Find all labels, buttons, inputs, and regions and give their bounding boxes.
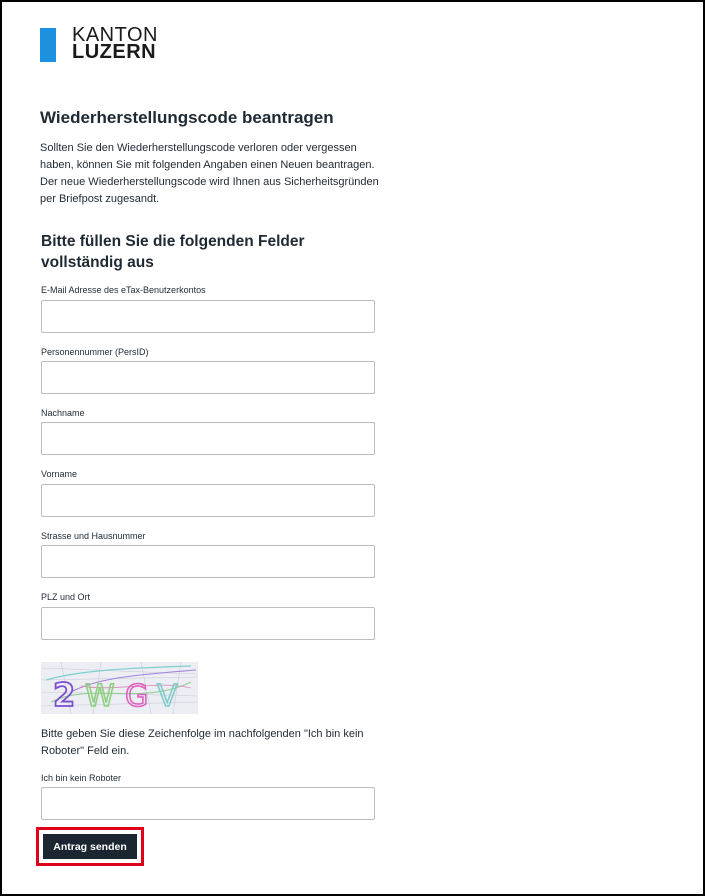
lastname-label: Nachname bbox=[41, 408, 85, 418]
logo-bar bbox=[40, 28, 56, 62]
robot-label: Ich bin kein Roboter bbox=[41, 773, 122, 783]
street-field[interactable] bbox=[41, 545, 375, 578]
captcha-char-3: G bbox=[125, 679, 149, 714]
form-heading: Bitte füllen Sie die folgenden Felder vollständig aus bbox=[41, 233, 305, 271]
persid-label: Personennummer (PersID) bbox=[41, 347, 149, 357]
submit-button[interactable]: Antrag senden bbox=[43, 834, 137, 859]
email-label: E-Mail Adresse des eTax-Benutzerkontos bbox=[41, 285, 206, 295]
street-label: Strasse und Hausnummer bbox=[41, 531, 146, 541]
captcha-hint: Bitte geben Sie diese Zeichenfolge im nachfolgenden "Ich bin kein Roboter" Feld ein. bbox=[41, 728, 364, 757]
captcha-char-2: W bbox=[85, 679, 115, 714]
persid-field[interactable] bbox=[41, 361, 375, 394]
city-label: PLZ und Ort bbox=[41, 592, 91, 602]
submit-highlight bbox=[36, 827, 144, 866]
city-field[interactable] bbox=[41, 607, 375, 640]
logo-line-1: KANTON bbox=[72, 24, 158, 46]
kanton-luzern-logo[interactable] bbox=[40, 24, 158, 63]
firstname-field[interactable] bbox=[41, 484, 375, 517]
lastname-field[interactable] bbox=[41, 422, 375, 455]
logo-line-2: LUZERN bbox=[72, 41, 157, 63]
email-field[interactable] bbox=[41, 300, 375, 333]
captcha-char-1: 2 bbox=[53, 676, 76, 714]
intro-text: Sollten Sie den Wiederherstellungscode verloren oder vergessen haben, können Sie mit folgenden Angaben einen Neuen beantragen. Der neue Wiederherstellungscode wird Ihnen aus Sicherheitsgründen per Briefpost zugesandt. bbox=[40, 142, 379, 205]
firstname-label: Vorname bbox=[41, 469, 78, 479]
page-title: Wiederherstellungscode beantragen bbox=[40, 108, 334, 127]
captcha-char-4: V bbox=[157, 679, 178, 714]
logo-text bbox=[72, 24, 158, 63]
captcha-image bbox=[41, 662, 198, 714]
robot-field[interactable] bbox=[41, 787, 375, 820]
